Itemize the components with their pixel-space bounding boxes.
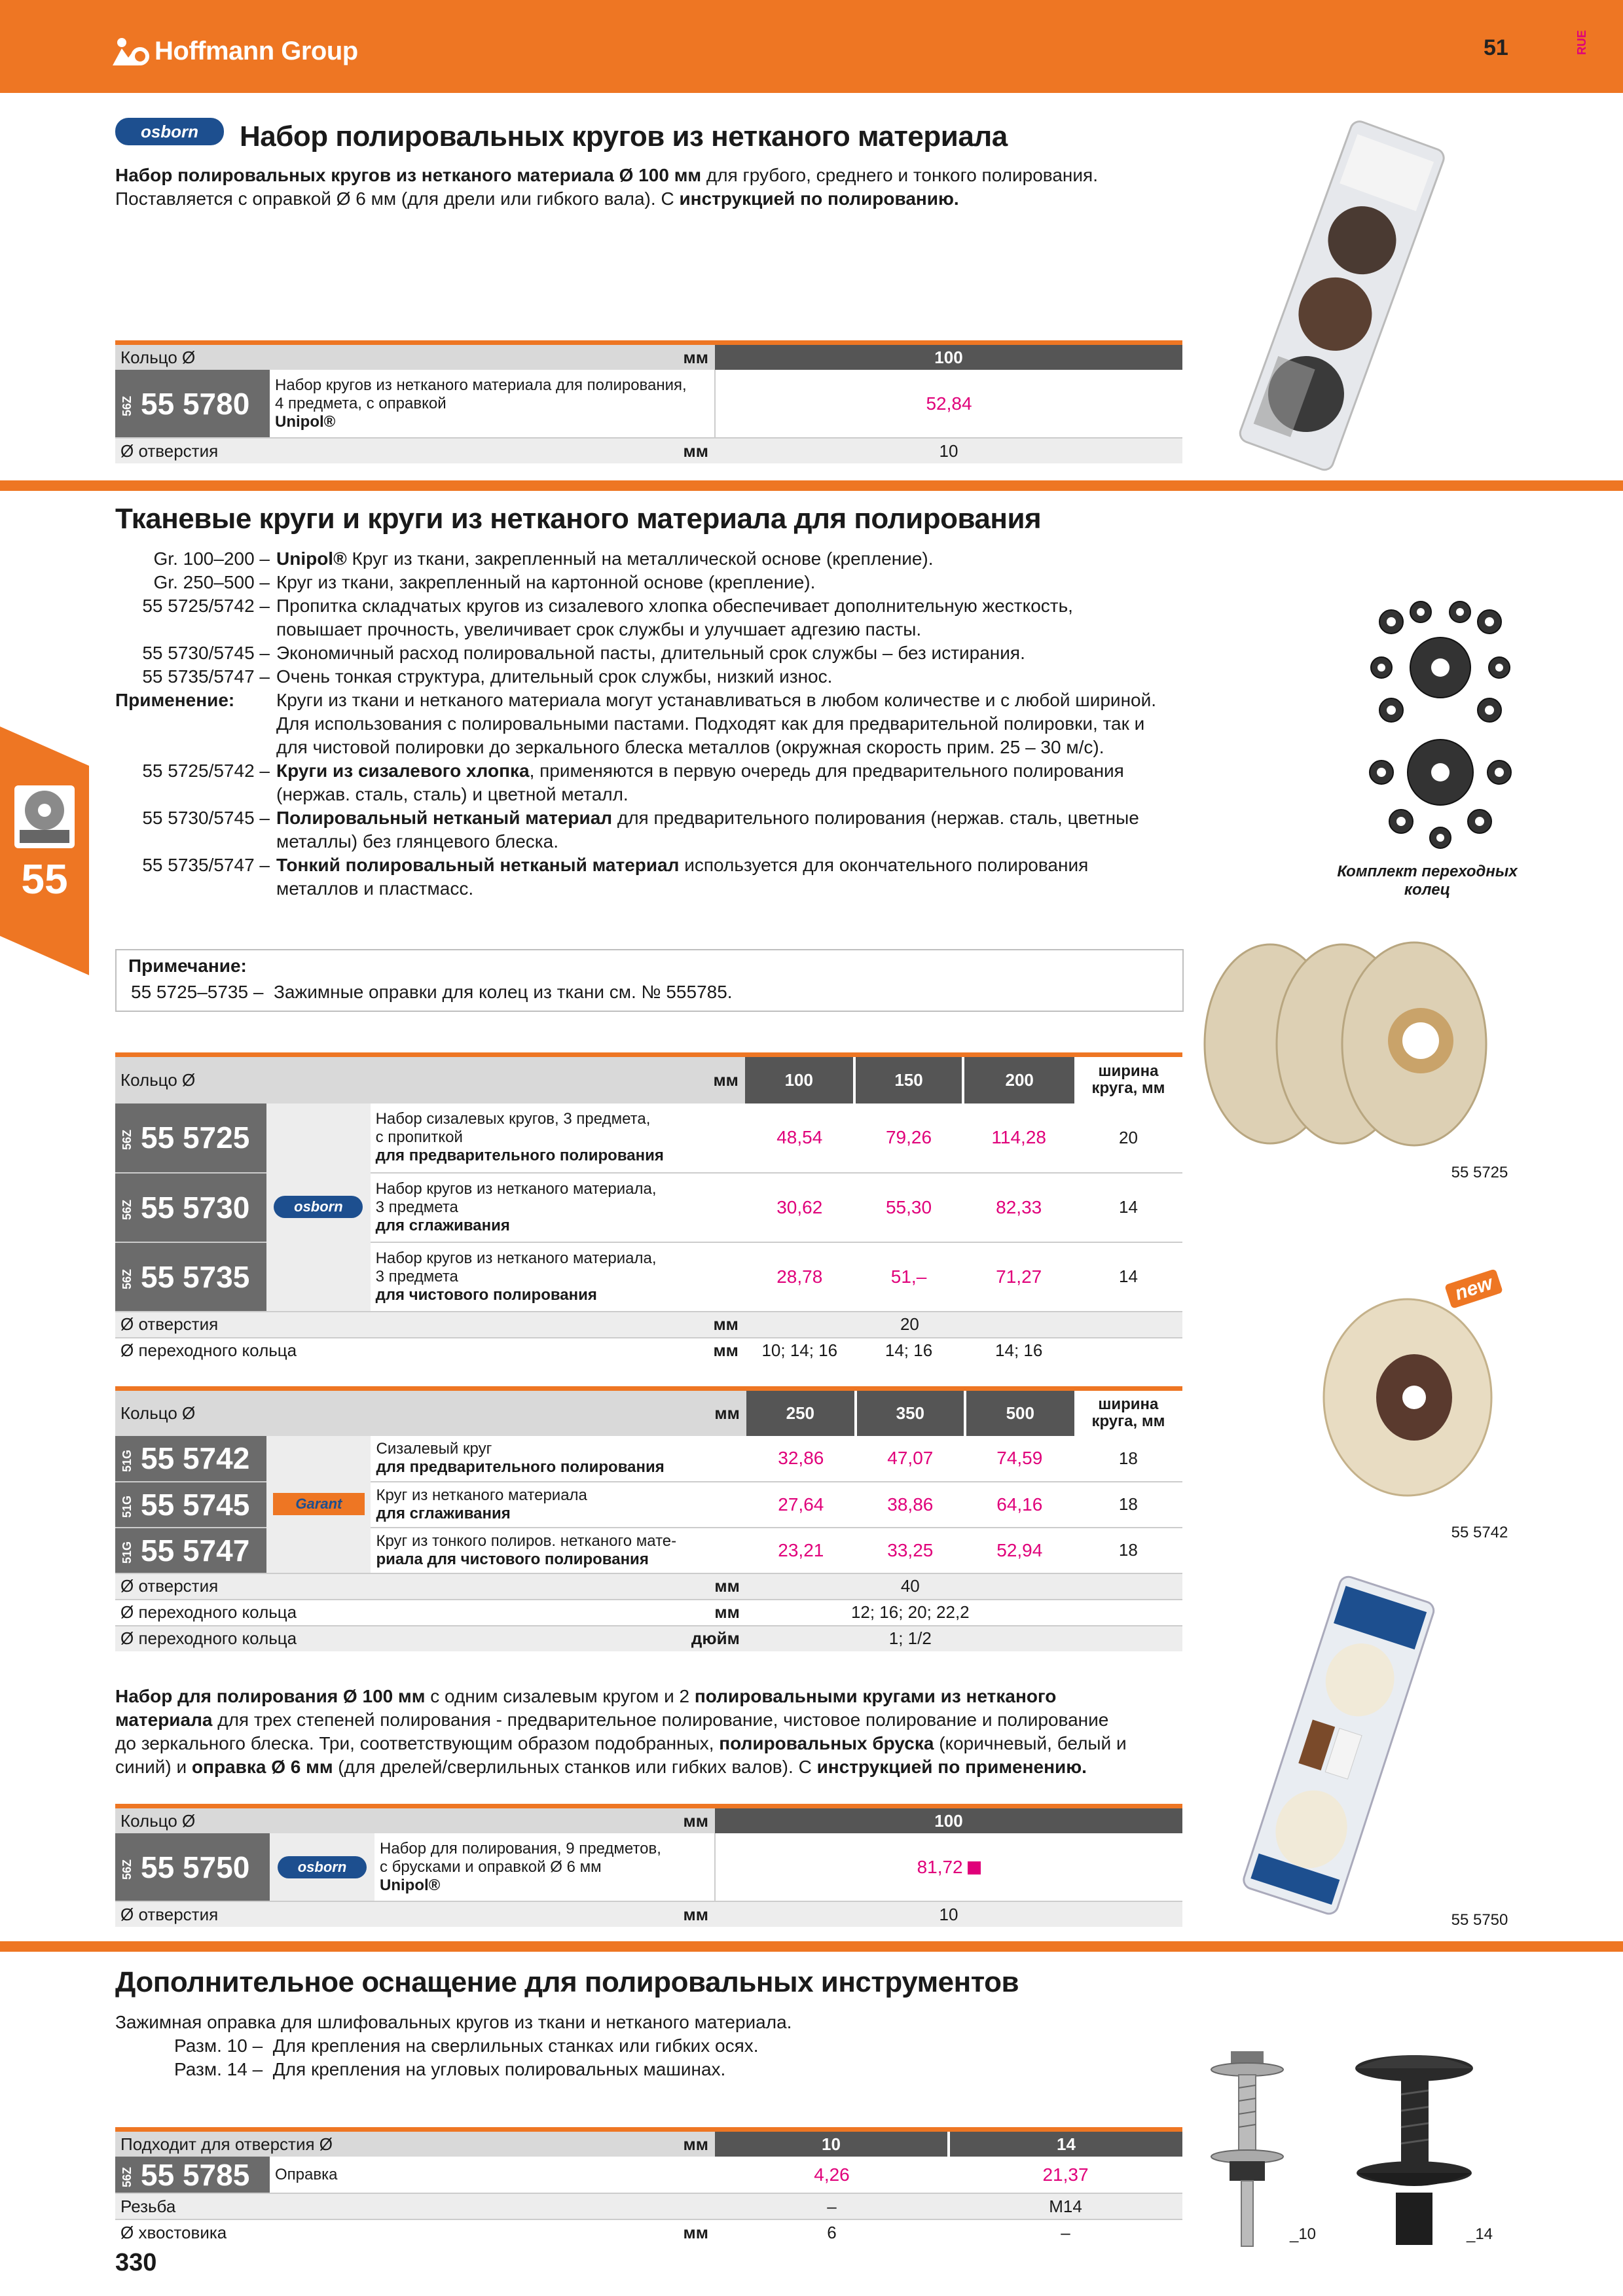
table-header-row: Подходит для отверстия Ø мм 10 14 xyxy=(115,2130,1182,2157)
line-key xyxy=(115,830,276,853)
description-line xyxy=(115,759,1228,783)
line-key: 55 5735/5747 – xyxy=(142,855,270,875)
language-code: RUE xyxy=(1575,29,1588,55)
description-line xyxy=(115,806,1228,830)
line-text: Экономичный расход полировальной пасты, длительный срок службы – без истирания. xyxy=(276,643,1025,663)
table-row: 51G 55 5747 Круг из тонкого полиров. нетканого мате- риала для чистового полирования 23,21 33,25 52,94 18 xyxy=(115,1528,1182,1573)
table-row: 56Z 55 5750 osborn Набор для полирования, 9 предметов, с брусками и оправкой Ø 6 мм Unipol® 81,72 xyxy=(115,1833,1182,1901)
line-text: Для использования с полировальными пастами. Подходят как для предварительной полировки, так и xyxy=(276,713,1145,734)
hoffmann-logo xyxy=(113,31,358,71)
table-footer-row: Ø переходного кольца мм 12; 16; 20; 22,2 xyxy=(115,1600,1182,1626)
line-text: Полировальный нетканый материал для предварительного полирования (нержав. сталь, цветные xyxy=(276,808,1139,828)
table-row: 51G 55 5742 Garant Сизалевый круг для предварительного полирования 32,86 47,07 74,59 18 xyxy=(115,1436,1182,1482)
section-divider xyxy=(0,1941,1623,1952)
line-key xyxy=(115,783,276,806)
osborn-logo: osborn xyxy=(115,118,224,145)
description-line xyxy=(115,618,1228,641)
section1-table xyxy=(115,340,1182,463)
description-line xyxy=(115,571,1228,594)
table-header-row: Кольцо Ø мм 100 xyxy=(115,343,1182,370)
table-header-row: Кольцо Ø мм 100 xyxy=(115,1806,1182,1834)
price: 81,72 xyxy=(917,1856,963,1877)
header-label: Кольцо Ø xyxy=(120,347,196,367)
description-line xyxy=(115,594,1228,618)
description-line xyxy=(115,641,1228,665)
section3-table xyxy=(115,2127,1182,2245)
article-code: 55 5780 xyxy=(141,386,250,421)
brand-name: Hoffmann Group xyxy=(155,36,358,65)
section3-description: Зажимная оправка для шлифовальных кругов из ткани и нетканого материала. Разм. 10 – Для крепления на сверлильных станках или гибких осях. Разм. 14 – Для крепления на угловых полировальных машинах. xyxy=(115,2012,792,2079)
description-line xyxy=(115,736,1228,759)
section2-table3 xyxy=(115,1804,1182,1927)
table-footer-row: Ø отверстия мм 40 xyxy=(115,1573,1182,1600)
chapter-number: 55 xyxy=(21,855,68,903)
line-text: (нержав. сталь, сталь) и цветной металл. xyxy=(276,784,629,804)
line-key: 55 5730/5745 – xyxy=(142,808,270,828)
caption-adapter-rings: Комплект переходных колец xyxy=(1337,863,1518,899)
table-footer-row: Ø отверстия мм 10 xyxy=(115,1901,1182,1927)
page-number-top: 51 xyxy=(1484,35,1508,60)
description-line xyxy=(115,783,1228,806)
line-key xyxy=(115,736,276,759)
line-text: Очень тонкая структура, длительный срок службы, низкий износ. xyxy=(276,666,833,687)
table-row: 56Z 55 5785 Оправка 4,26 21,37 xyxy=(115,2157,1182,2193)
set-description: Набор для полирования Ø 100 мм с одним сизалевым кругом и 2 полировальными кругами из нетканого материала для трех степеней полирования - предварительное полирование, чистовое полирование и полирование до зеркального блеска. Три, соответствующим образом подобранных, полировальных бруска (коричневый, белый и синий) и оправка Ø 6 мм (для дрелей/сверлильных станков или гибких валов). С инструкцией по применению. xyxy=(115,1686,1127,1777)
caption-mandrel-14: _14 xyxy=(1466,2225,1493,2243)
description-line xyxy=(115,853,1228,877)
table-row: 51G 55 5745 Круг из нетканого материала для сглаживания 27,64 38,86 64,16 18 xyxy=(115,1482,1182,1528)
line-text: Круг из ткани, закрепленный на картонной основе (крепление). xyxy=(276,572,816,592)
chapter-side-tab xyxy=(0,726,89,975)
description-line xyxy=(115,830,1228,853)
product-image-polishing-set xyxy=(1231,111,1447,478)
section3-title: Дополнительное оснащение для полировальных инструментов xyxy=(115,1966,1019,1998)
line-key: Применение: xyxy=(115,690,235,710)
description-line xyxy=(115,712,1228,736)
table-row: 56Z 55 5735 Набор кругов из нетканого материала, 3 предмета для чистового полирования 28,78 51,– 71,27 14 xyxy=(115,1242,1182,1312)
line-text: Круги из ткани и нетканого материала могут устанавливаться в любом количестве и с любой шириной. xyxy=(276,690,1157,710)
line-text: Unipol® Круг из ткани, закрепленный на металлической основе (крепление). xyxy=(276,548,934,569)
line-text: металлов и пластмасс. xyxy=(276,878,474,899)
line-text: Тонкий полировальный нетканый материал используется для окончательного полирования xyxy=(276,855,1089,875)
caption-555750: 55 5750 xyxy=(1451,1911,1508,1929)
line-text: металлы) без глянцевого блеска. xyxy=(276,831,559,852)
line-key xyxy=(115,712,276,736)
description-line xyxy=(115,547,1228,571)
table-footer-row: Ø переходного кольца дюйм 1; 1/2 xyxy=(115,1626,1182,1651)
table-header-row: Кольцо Ø мм 100 150 200 ширина круга, мм xyxy=(115,1055,1182,1103)
section2-table2 xyxy=(115,1386,1182,1651)
line-text: Пропитка складчатых кругов из сизалевого хлопка обеспечивает дополнительную жесткость, xyxy=(276,596,1073,616)
section2-table1 xyxy=(115,1052,1182,1363)
osborn-logo: osborn xyxy=(278,1856,367,1878)
product-image-mandrels xyxy=(1205,2042,1506,2251)
note-box xyxy=(115,949,1184,1012)
line-text: Круги из сизалевого хлопка, применяются в первую очередь для предварительного полирования xyxy=(276,761,1124,781)
line-key: 55 5730/5745 – xyxy=(142,643,270,663)
table-footer-row: Ø хвостовика мм 6 – xyxy=(115,2219,1182,2245)
new-marker-square xyxy=(968,1861,981,1874)
caption-555742: 55 5742 xyxy=(1451,1524,1508,1541)
section2-title: Тканевые круги и круги из нетканого материала для полирования xyxy=(115,503,1042,535)
section2-description xyxy=(115,547,1228,901)
line-key: 55 5735/5747 – xyxy=(142,666,270,687)
caption-555725: 55 5725 xyxy=(1451,1164,1508,1181)
table-row: 56Z 55 5725 osborn Набор сизалевых кругов, 3 предмета, с пропиткой для предварительного полирования 48,54 79,26 114,28 20 xyxy=(115,1103,1182,1173)
line-text: повышает прочность, увеличивает срок службы и улучшает адгезию пасты. xyxy=(276,619,922,639)
table-footer-row: Резьба – M14 xyxy=(115,2193,1182,2219)
table-row: 56Z 55 5730 Набор кругов из нетканого материала, 3 предмета для сглаживания 30,62 55,30 82,33 14 xyxy=(115,1173,1182,1242)
product-image-adapter-rings xyxy=(1362,596,1519,851)
line-key: Gr. 100–200 – xyxy=(153,548,270,569)
page-number-bottom: 330 xyxy=(115,2249,157,2276)
line-key xyxy=(115,877,276,901)
note-text: 55 5725–5735 – Зажимные оправки для колец из ткани см. № 555785. xyxy=(131,982,733,1002)
description-line xyxy=(115,689,1228,712)
product-image-polishing-kit-package xyxy=(1231,1571,1440,1918)
table-row: 56Z 55 5780 Набор кругов из нетканого материала для полирования, 4 предмета, с оправкой Unipol® 52,84 xyxy=(115,370,1182,438)
table-footer-row: Ø переходного кольца мм 10; 14; 16 14; 16 14; 16 xyxy=(115,1338,1182,1363)
note-title: Примечание: xyxy=(128,956,247,976)
line-key: 55 5725/5742 – xyxy=(142,596,270,616)
line-text: для чистовой полировки до зеркального блеска металлов (окружная скорость прим. 25 – 30 м/с). xyxy=(276,737,1104,757)
table-footer-row: Ø отверстия мм 10 xyxy=(115,438,1182,463)
description-line xyxy=(115,665,1228,689)
line-key: Gr. 250–500 – xyxy=(153,572,270,592)
caption-mandrel-10: _10 xyxy=(1289,2225,1317,2243)
product-image-sisal-wheel-large xyxy=(1316,1283,1499,1505)
osborn-logo: osborn xyxy=(274,1196,363,1218)
line-key: 55 5725/5742 – xyxy=(142,761,270,781)
new-badge: new xyxy=(1444,1268,1503,1309)
product-image-sisal-wheels xyxy=(1198,936,1506,1152)
hoffmann-logo-icon xyxy=(113,37,149,65)
garant-logo: Garant xyxy=(273,1493,365,1515)
line-key xyxy=(115,618,276,641)
description-line xyxy=(115,877,1228,901)
section1-description: Набор полировальных кругов из нетканого материала Ø 100 мм для грубого, среднего и тонкого полирования. Поставляется с оправкой Ø 6 мм (для дрели или гибкого вала). С инструкцией по полированию. xyxy=(115,165,1098,209)
header-value: 100 xyxy=(715,343,1182,370)
section-divider xyxy=(0,480,1623,491)
table-header-row: Кольцо Ø мм 250 350 500 ширина круга, мм xyxy=(115,1389,1182,1436)
section1-title: Набор полировальных кругов из нетканого материала xyxy=(240,120,1008,152)
table-footer-row: Ø отверстия мм 20 xyxy=(115,1312,1182,1338)
price: 52,84 xyxy=(926,393,972,414)
